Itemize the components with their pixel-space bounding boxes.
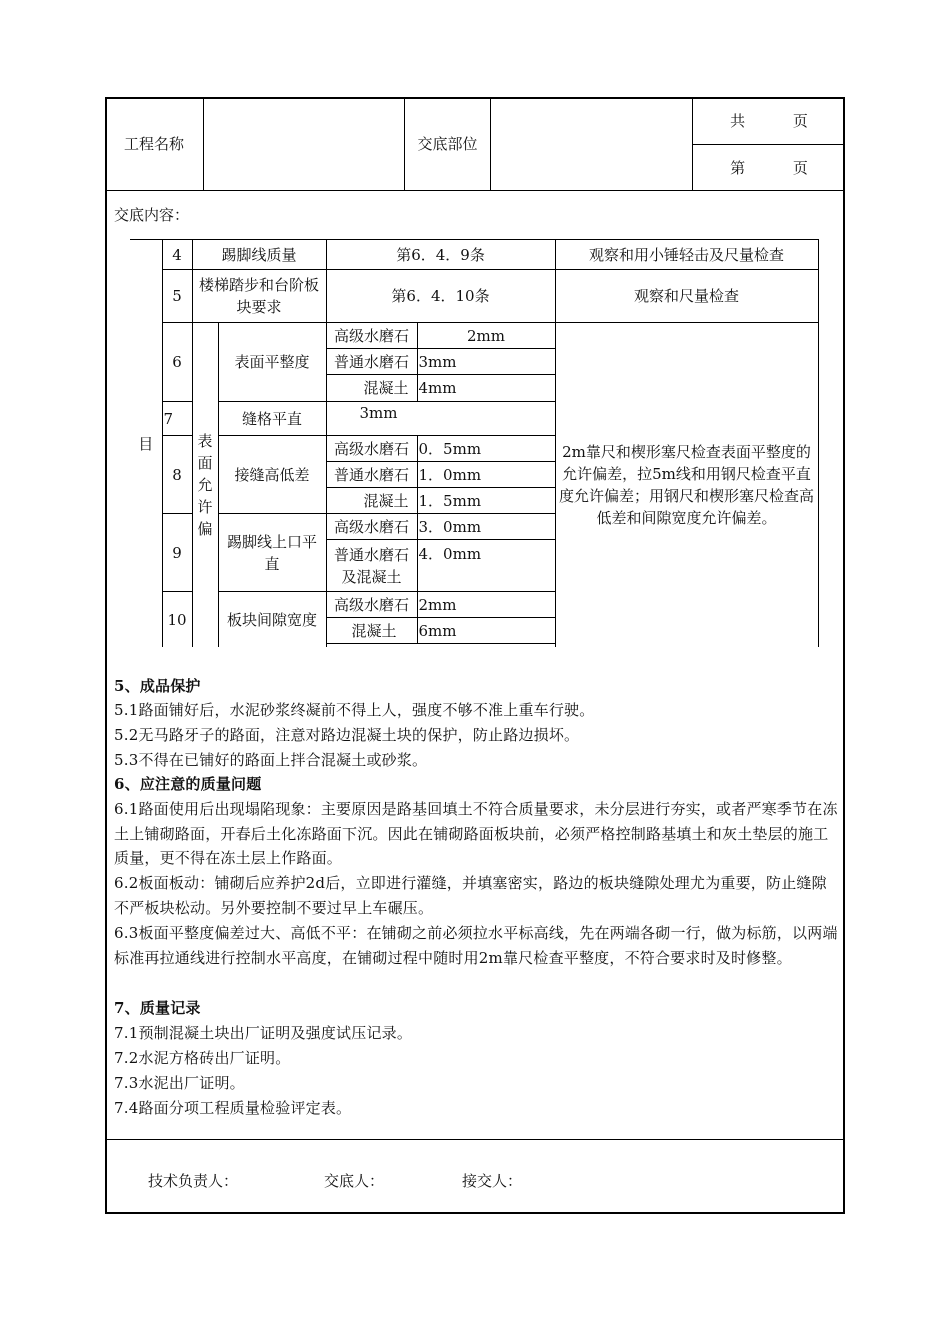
method-note: 2m靠尺和楔形塞尺检查表面平整度的允许偏差，拉5m线和用钢尺检查平直度允许偏差；用钢尺和楔形塞尺检查高低差和间隙宽度允许偏差。 <box>555 323 818 648</box>
item-name: 表面平整度 <box>218 323 326 402</box>
row-number: 9 <box>162 514 192 592</box>
footer-divider <box>105 1139 845 1140</box>
table-row <box>130 240 818 270</box>
inspection-table <box>130 239 819 647</box>
material: 普通水磨石及混凝土 <box>326 540 417 592</box>
tolerance-value: 2mm <box>417 592 555 618</box>
paragraph: 5.3不得在已铺好的路面上拌合混凝土或砂浆。 <box>114 751 428 769</box>
tolerance-value: 1．0mm <box>417 462 555 488</box>
row-number: 5 <box>162 270 192 323</box>
material: 高级水磨石 <box>326 514 417 540</box>
header-divider <box>105 190 845 191</box>
material: 混凝土 <box>326 618 417 644</box>
section-title-protection: 5、成品保护 <box>114 677 201 695</box>
content-label: 交底内容： <box>114 206 190 224</box>
item-name: 缝格平直 <box>218 402 326 436</box>
tolerance-value: 4mm <box>417 375 555 402</box>
location-value[interactable] <box>491 97 692 190</box>
paragraph: 7.4路面分项工程质量检验评定表。 <box>114 1099 352 1117</box>
material: 普通水磨石 <box>326 349 417 375</box>
paragraph: 7.2水泥方格砖出厂证明。 <box>114 1049 291 1067</box>
paragraph: 6.2板面板动：铺砌后应养护2d后，立即进行灌缝，并填塞密实，路边的板块缝隙处理尤为重要，防止缝隙不严板块松动。另外要控制不要过早上车碾压。 <box>114 874 827 917</box>
clause-ref: 第6．4．9条 <box>326 240 555 270</box>
section-title-quality-issues: 6、应注意的质量问题 <box>114 775 262 793</box>
receiver-label: 接交人： <box>462 1172 523 1190</box>
paragraph: 5.2无马路牙子的路面，注意对路边混凝土块的保护，防止路边损坏。 <box>114 726 580 744</box>
tolerance-value: 0．5mm <box>417 436 555 462</box>
material: 普通水磨石 <box>326 462 417 488</box>
location-label: 交底部位 <box>417 134 478 153</box>
tolerance-value: 4．0mm <box>417 540 555 592</box>
table-row <box>130 270 818 323</box>
total-pages: 共 页 <box>730 111 808 130</box>
item-name: 接缝高低差 <box>218 436 326 514</box>
project-name-label: 工程名称 <box>123 134 184 153</box>
tolerance-value: 6mm <box>417 618 555 644</box>
clause-ref: 第6．4．10条 <box>326 270 555 323</box>
paragraph: 7.1预制混凝土块出厂证明及强度试压记录。 <box>114 1024 413 1042</box>
tolerance-value: 1．5mm <box>417 488 555 514</box>
tolerance-value: 3mm <box>326 402 555 436</box>
paragraph: 6.1路面使用后出现塌陷现象：主要原因是路基回填土不符合质量要求，未分层进行夯实，或者严寒季节在冻土上铺砌路面，开春后土化冻路面下沉。因此在铺砌路面板块前，必须严格控制路基填土和灰土垫层的施工质量，更不得在冻土层上作路面。 <box>114 800 838 867</box>
tolerance-value: 2mm <box>417 323 555 349</box>
material: 混凝土 <box>326 488 417 514</box>
item-name: 踢脚线上口平直 <box>218 514 326 592</box>
page-number: 第 页 <box>730 158 808 177</box>
material: 混凝土 <box>326 375 417 402</box>
item-name: 踢脚线质量 <box>192 240 326 270</box>
table-row <box>130 323 818 349</box>
inspection-method: 观察和尺量检查 <box>555 270 818 323</box>
tolerance-value: 3．0mm <box>417 514 555 540</box>
material: 高级水磨石 <box>326 436 417 462</box>
inspection-method: 观察和用小锤轻击及尺量检查 <box>555 240 818 270</box>
paragraph: 6.3板面平整度偏差过大、高低不平：在铺砌之前必须拉水平标高线，先在两端各砌一行，做为标筋，以两端标准再拉通线进行控制水平高度，在铺砌过程中随时用2m靠尺检查平整度，不符合要求时及时修整。 <box>114 924 838 967</box>
group-label: 表面允许偏 <box>192 323 218 648</box>
row-number: 4 <box>162 240 192 270</box>
paragraph: 7.3水泥出厂证明。 <box>114 1074 245 1092</box>
item-name: 板块间隙宽度 <box>218 592 326 648</box>
discloser-label: 交底人： <box>324 1172 385 1190</box>
tech-lead-label: 技术负责人： <box>148 1172 239 1190</box>
side-label: 目 <box>130 240 162 648</box>
row-number: 8 <box>162 436 192 514</box>
material: 高级水磨石 <box>326 323 417 349</box>
paragraph: 5.1路面铺好后，水泥砂浆终凝前不得上人，强度不够不准上重车行驶。 <box>114 701 595 719</box>
material: 高级水磨石 <box>326 592 417 618</box>
row-number: 10 <box>162 592 192 648</box>
section-title-records: 7、质量记录 <box>114 999 201 1017</box>
row-number: 6 <box>162 323 192 402</box>
tolerance-value: 3mm <box>417 349 555 375</box>
item-name: 楼梯踏步和台阶板块要求 <box>192 270 326 323</box>
project-name-value[interactable] <box>204 97 404 190</box>
row-number: 7 <box>162 402 192 436</box>
